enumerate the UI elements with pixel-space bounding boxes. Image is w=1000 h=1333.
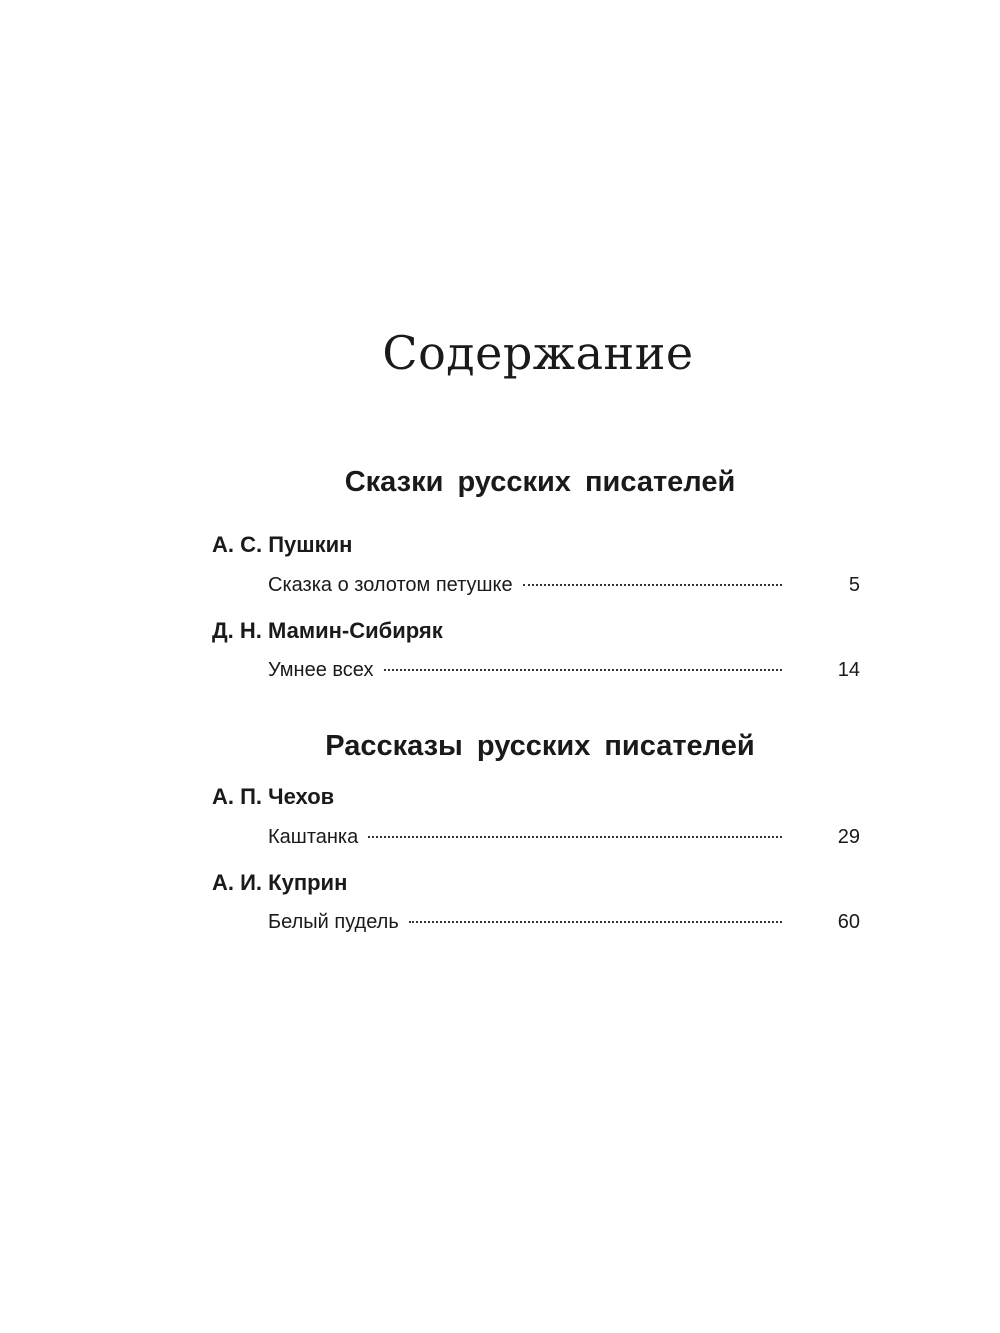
- author-kuprin: А. И. Куприн: [212, 870, 348, 895]
- author-pushkin: А. С. Пушкин: [212, 532, 353, 557]
- section-heading-fairy-tales: Сказки русских писателей: [344, 466, 736, 498]
- entry-title: Белый пудель: [268, 911, 399, 933]
- entry-title: Каштанка: [268, 826, 359, 848]
- dot-leader: [523, 584, 782, 586]
- toc-entry[interactable]: [268, 822, 860, 852]
- page-title: Содержание: [382, 326, 694, 380]
- toc-entry[interactable]: [268, 907, 860, 937]
- author-mamin-sibiryak: Д. Н. Мамин-Сибиряк: [212, 618, 443, 643]
- dot-leader: [384, 669, 783, 671]
- page-number: 29: [837, 826, 860, 848]
- entry-title: Умнее всех: [268, 659, 374, 681]
- toc-entry[interactable]: [268, 570, 860, 600]
- page-number: 14: [837, 659, 860, 681]
- entry-title: Сказка о золотом петушке: [268, 574, 513, 596]
- page-number: 5: [848, 574, 860, 596]
- section-heading-stories: Рассказы русских писателей: [325, 730, 755, 762]
- dot-leader: [368, 836, 782, 838]
- toc-entry[interactable]: [268, 655, 860, 685]
- dot-leader: [409, 921, 782, 923]
- page-number: 60: [837, 911, 860, 933]
- author-chekhov: А. П. Чехов: [212, 784, 335, 809]
